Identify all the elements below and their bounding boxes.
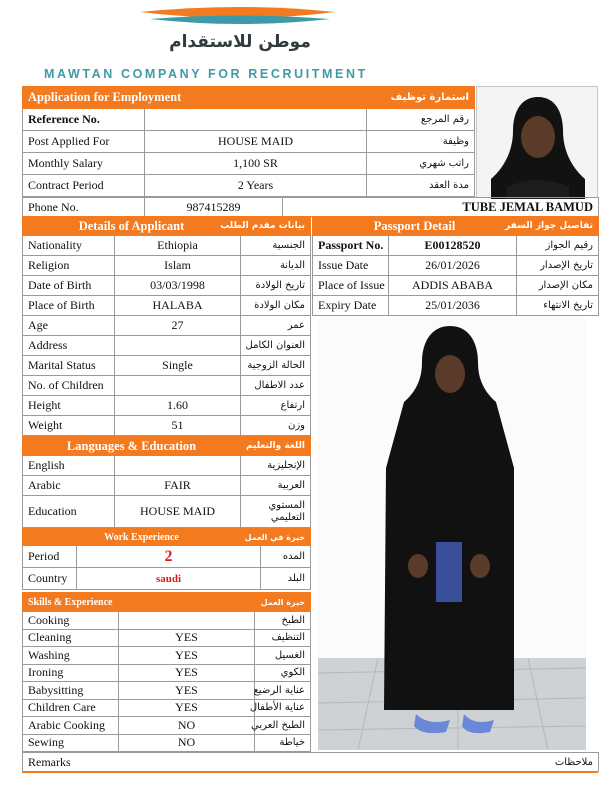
row-label: Babysitting bbox=[23, 682, 119, 700]
row-label-ar: العنوان الكامل bbox=[241, 336, 311, 356]
table-row bbox=[23, 568, 311, 590]
face-photo-graphic bbox=[477, 87, 599, 199]
application-title: Application for Employment bbox=[23, 87, 367, 109]
row-label: Date of Birth bbox=[23, 276, 115, 296]
row-label-ar: تاريخ الإصدار bbox=[517, 256, 599, 276]
row-label-ar: التنظيف bbox=[255, 629, 311, 647]
table-row bbox=[23, 456, 311, 476]
table-row bbox=[23, 612, 311, 630]
table-row bbox=[23, 153, 475, 175]
row-label: Nationality bbox=[23, 236, 115, 256]
row-label-ar: مكان الولادة bbox=[241, 296, 311, 316]
table-row bbox=[23, 256, 311, 276]
row-value bbox=[115, 456, 241, 476]
passport-title: Passport Detail bbox=[313, 217, 517, 236]
table-row bbox=[313, 236, 599, 256]
phone-label: Phone No. bbox=[23, 198, 145, 217]
row-value: Single bbox=[115, 356, 241, 376]
table-row bbox=[313, 256, 599, 276]
experience-title: Work Experience bbox=[23, 529, 261, 546]
table-row bbox=[23, 296, 311, 316]
row-label-ar: الجنسية bbox=[241, 236, 311, 256]
full-photo-graphic bbox=[318, 318, 586, 750]
row-label: Arabic bbox=[23, 476, 115, 496]
salary-value: 1,100 SR bbox=[145, 153, 367, 175]
applicant-title-ar: بيانات مقدم الطلب bbox=[241, 217, 311, 236]
row-label: Age bbox=[23, 316, 115, 336]
company-name: MAWTAN COMPANY FOR RECRUITMENT bbox=[44, 67, 368, 81]
row-value: 25/01/2036 bbox=[389, 296, 517, 316]
row-label: No. of Children bbox=[23, 376, 115, 396]
table-row bbox=[23, 131, 475, 153]
row-label-ar: وزن bbox=[241, 416, 311, 436]
remarks-table bbox=[22, 752, 599, 772]
row-value: Islam bbox=[115, 256, 241, 276]
row-label-ar: الكوي bbox=[255, 664, 311, 682]
logo-arabic-text: موطن للاستقدام bbox=[169, 32, 311, 52]
row-label-ar: الحالة الزوجية bbox=[241, 356, 311, 376]
row-value: YES bbox=[119, 682, 255, 700]
row-label-ar: المده bbox=[261, 546, 311, 568]
table-row bbox=[23, 236, 311, 256]
country-value: saudi bbox=[77, 568, 261, 590]
row-value: YES bbox=[119, 629, 255, 647]
row-value bbox=[115, 336, 241, 356]
application-table bbox=[22, 86, 475, 197]
row-label: Height bbox=[23, 396, 115, 416]
table-row bbox=[23, 356, 311, 376]
table-row bbox=[23, 717, 311, 735]
row-value: HALABA bbox=[115, 296, 241, 316]
applicant-table bbox=[22, 216, 311, 436]
skills-title: Skills & Experience bbox=[23, 593, 255, 612]
row-label: Washing bbox=[23, 647, 119, 665]
table-row bbox=[23, 699, 311, 717]
row-value: YES bbox=[119, 647, 255, 665]
languages-title-ar: اللغة والتعليم bbox=[241, 437, 311, 456]
row-label: Address bbox=[23, 336, 115, 356]
row-value: FAIR bbox=[115, 476, 241, 496]
post-value: HOUSE MAID bbox=[145, 131, 367, 153]
row-label: English bbox=[23, 456, 115, 476]
row-label-ar: المستوي التعليمي bbox=[241, 496, 311, 528]
row-label: Place of Issue bbox=[313, 276, 389, 296]
row-label-ar: العربية bbox=[241, 476, 311, 496]
table-row bbox=[23, 316, 311, 336]
row-label-ar: الغسيل bbox=[255, 647, 311, 665]
table-row bbox=[23, 682, 311, 700]
row-label: Weight bbox=[23, 416, 115, 436]
row-label: Place of Birth bbox=[23, 296, 115, 316]
applicant-title: Details of Applicant bbox=[23, 217, 241, 236]
table-row bbox=[23, 734, 311, 752]
reference-label-ar: رقم المرجع bbox=[367, 109, 475, 131]
passport-title-ar: تفاصيل جواز السفر bbox=[517, 217, 599, 236]
row-label-ar: عناية الأطفال bbox=[255, 699, 311, 717]
remarks-label-ar: ملاحظات bbox=[311, 753, 599, 772]
row-value bbox=[119, 612, 255, 630]
row-label-ar: ارتفاع bbox=[241, 396, 311, 416]
table-row bbox=[23, 396, 311, 416]
table-row bbox=[23, 664, 311, 682]
row-value: 03/03/1998 bbox=[115, 276, 241, 296]
applicant-full-photo bbox=[318, 318, 586, 750]
row-label: Religion bbox=[23, 256, 115, 276]
row-label-ar: تاريخ الولادة bbox=[241, 276, 311, 296]
row-label-ar: عناية الرضيع bbox=[255, 682, 311, 700]
experience-table bbox=[22, 528, 311, 590]
salary-label-ar: راتب شهري bbox=[367, 153, 475, 175]
row-value bbox=[115, 376, 241, 396]
row-label: Issue Date bbox=[313, 256, 389, 276]
application-title-ar: استمارة توظيف bbox=[367, 87, 475, 109]
table-row bbox=[23, 376, 311, 396]
row-label-ar: الديانة bbox=[241, 256, 311, 276]
row-label-ar: عدد الاطفال bbox=[241, 376, 311, 396]
row-value: HOUSE MAID bbox=[115, 496, 241, 528]
table-row bbox=[23, 476, 311, 496]
row-label: Education bbox=[23, 496, 115, 528]
table-row bbox=[23, 336, 311, 356]
row-label: Cooking bbox=[23, 612, 119, 630]
row-value: NO bbox=[119, 717, 255, 735]
table-row bbox=[23, 546, 311, 568]
post-label-ar: وظيفة bbox=[367, 131, 475, 153]
row-label: Ironing bbox=[23, 664, 119, 682]
row-value: YES bbox=[119, 664, 255, 682]
skills-table bbox=[22, 592, 311, 752]
row-value: 27 bbox=[115, 316, 241, 336]
remarks-label: Remarks bbox=[23, 753, 311, 772]
row-label: Country bbox=[23, 568, 77, 590]
table-row bbox=[23, 629, 311, 647]
contract-value: 2 Years bbox=[145, 175, 367, 197]
table-row bbox=[23, 109, 475, 131]
row-label-ar: الإنجليزية bbox=[241, 456, 311, 476]
row-label-ar: رقيم الجواز bbox=[517, 236, 599, 256]
row-label-ar: خياطة bbox=[255, 734, 311, 752]
row-label: Marital Status bbox=[23, 356, 115, 376]
table-row bbox=[23, 276, 311, 296]
row-value: ADDIS ABABA bbox=[389, 276, 517, 296]
reference-value bbox=[145, 109, 367, 131]
row-label: Passport No. bbox=[313, 236, 389, 256]
post-label: Post Applied For bbox=[23, 131, 145, 153]
salary-label: Monthly Salary bbox=[23, 153, 145, 175]
row-label-ar: تاريخ الانتهاء bbox=[517, 296, 599, 316]
phone-value: 987415289 bbox=[145, 198, 283, 217]
row-label: Children Care bbox=[23, 699, 119, 717]
row-value: 26/01/2026 bbox=[389, 256, 517, 276]
contract-label-ar: مدة العقد bbox=[367, 175, 475, 197]
row-value: Ethiopia bbox=[115, 236, 241, 256]
table-row bbox=[23, 496, 311, 528]
row-label: Arabic Cooking bbox=[23, 717, 119, 735]
languages-title: Languages & Education bbox=[23, 437, 241, 456]
table-row bbox=[313, 276, 599, 296]
row-value: 1.60 bbox=[115, 396, 241, 416]
row-value: NO bbox=[119, 734, 255, 752]
footer-accent-line bbox=[22, 771, 598, 773]
applicant-face-photo bbox=[476, 86, 598, 198]
row-label-ar: الطبخ العربي bbox=[255, 717, 311, 735]
experience-title-ar: خبرة في العمل bbox=[261, 529, 311, 546]
reference-label: Reference No. bbox=[23, 109, 145, 131]
row-label-ar: مكان الإصدار bbox=[517, 276, 599, 296]
row-label: Cleaning bbox=[23, 629, 119, 647]
row-label-ar: البلد bbox=[261, 568, 311, 590]
table-row bbox=[23, 416, 311, 436]
contract-label: Contract Period bbox=[23, 175, 145, 197]
row-label-ar: الطبخ bbox=[255, 612, 311, 630]
candidate-name: TUBE JEMAL BAMUD bbox=[283, 198, 599, 217]
row-label: Expiry Date bbox=[313, 296, 389, 316]
row-value: E00128520 bbox=[389, 236, 517, 256]
row-value: YES bbox=[119, 699, 255, 717]
row-label: Sewing bbox=[23, 734, 119, 752]
row-label-ar: عمر bbox=[241, 316, 311, 336]
phone-table bbox=[22, 197, 599, 217]
passport-table bbox=[312, 216, 599, 316]
period-value: 2 bbox=[77, 546, 261, 568]
table-row bbox=[313, 296, 599, 316]
skills-title-ar: خبرة العمل bbox=[255, 593, 311, 612]
table-row bbox=[23, 647, 311, 665]
table-row bbox=[23, 175, 475, 197]
languages-table bbox=[22, 436, 311, 528]
row-label: Period bbox=[23, 546, 77, 568]
row-value: 51 bbox=[115, 416, 241, 436]
